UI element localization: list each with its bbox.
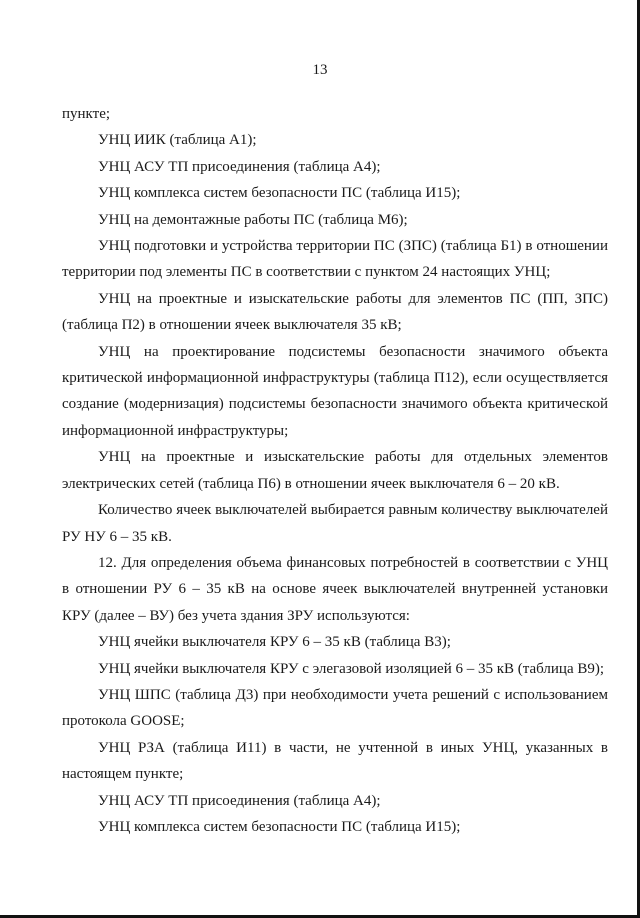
paragraph: УНЦ на проектные и изыскательские работы для отдельных элементов электрических сетей (таблица П6) в отношении ячеек выключателя 6 – 20 кВ. <box>62 449 608 492</box>
paragraph: 12. Для определения объема финансовых потребностей в соответствии с УНЦ в отношении РУ 6 – 35 кВ на основе ячеек выключателей внутренней установки КРУ (далее – ВУ) без учета здания ЗРУ используются: <box>62 554 608 624</box>
paragraph: Количество ячеек выключателей выбирается равным количеству выключателей РУ НУ 6 – 35 кВ. <box>62 502 608 545</box>
paragraph: УНЦ АСУ ТП присоединения (таблица А4); <box>98 792 381 809</box>
body-text <box>62 101 608 840</box>
paragraph: УНЦ ШПС (таблица Д3) при необходимости учета решений с использованием протокола GOOSE; <box>62 686 608 730</box>
paragraph: УНЦ на проектирование подсистемы безопасности значимого объекта критической информационной инфраструктуры (таблица П12), если осуществляется создание (модернизация) подсистемы безопасности значимого объекта критической информационной инфраструктуры; <box>62 343 608 439</box>
paragraph: УНЦ АСУ ТП присоединения (таблица А4); <box>98 158 381 175</box>
paragraph: УНЦ ИИК (таблица А1); <box>98 132 257 149</box>
paragraph: УНЦ комплекса систем безопасности ПС (таблица И15); <box>98 185 461 202</box>
page-number: 13 <box>312 62 328 78</box>
paragraph: УНЦ на проектные и изыскательские работы для элементов ПС (ПП, ЗПС) (таблица П2) в отношении ячеек выключателя 35 кВ; <box>62 290 608 334</box>
paragraph: УНЦ комплекса систем безопасности ПС (таблица И15); <box>98 818 461 835</box>
paragraph: УНЦ на демонтажные работы ПС (таблица М6); <box>98 211 408 228</box>
paragraph: пункте; <box>62 106 111 122</box>
paragraph: УНЦ подготовки и устройства территории ПС (ЗПС) (таблица Б1) в отношении территории под элементы ПС в соответствии с пунктом 24 настоящих УНЦ; <box>62 238 608 281</box>
paragraph: УНЦ РЗА (таблица И11) в части, не учтенной в иных УНЦ, указанных в настоящем пункте; <box>62 739 608 783</box>
paragraph: УНЦ ячейки выключателя КРУ 6 – 35 кВ (таблица В3); <box>98 634 451 651</box>
paragraph: УНЦ ячейки выключателя КРУ с элегазовой изоляцией 6 – 35 кВ (таблица В9); <box>98 660 605 677</box>
